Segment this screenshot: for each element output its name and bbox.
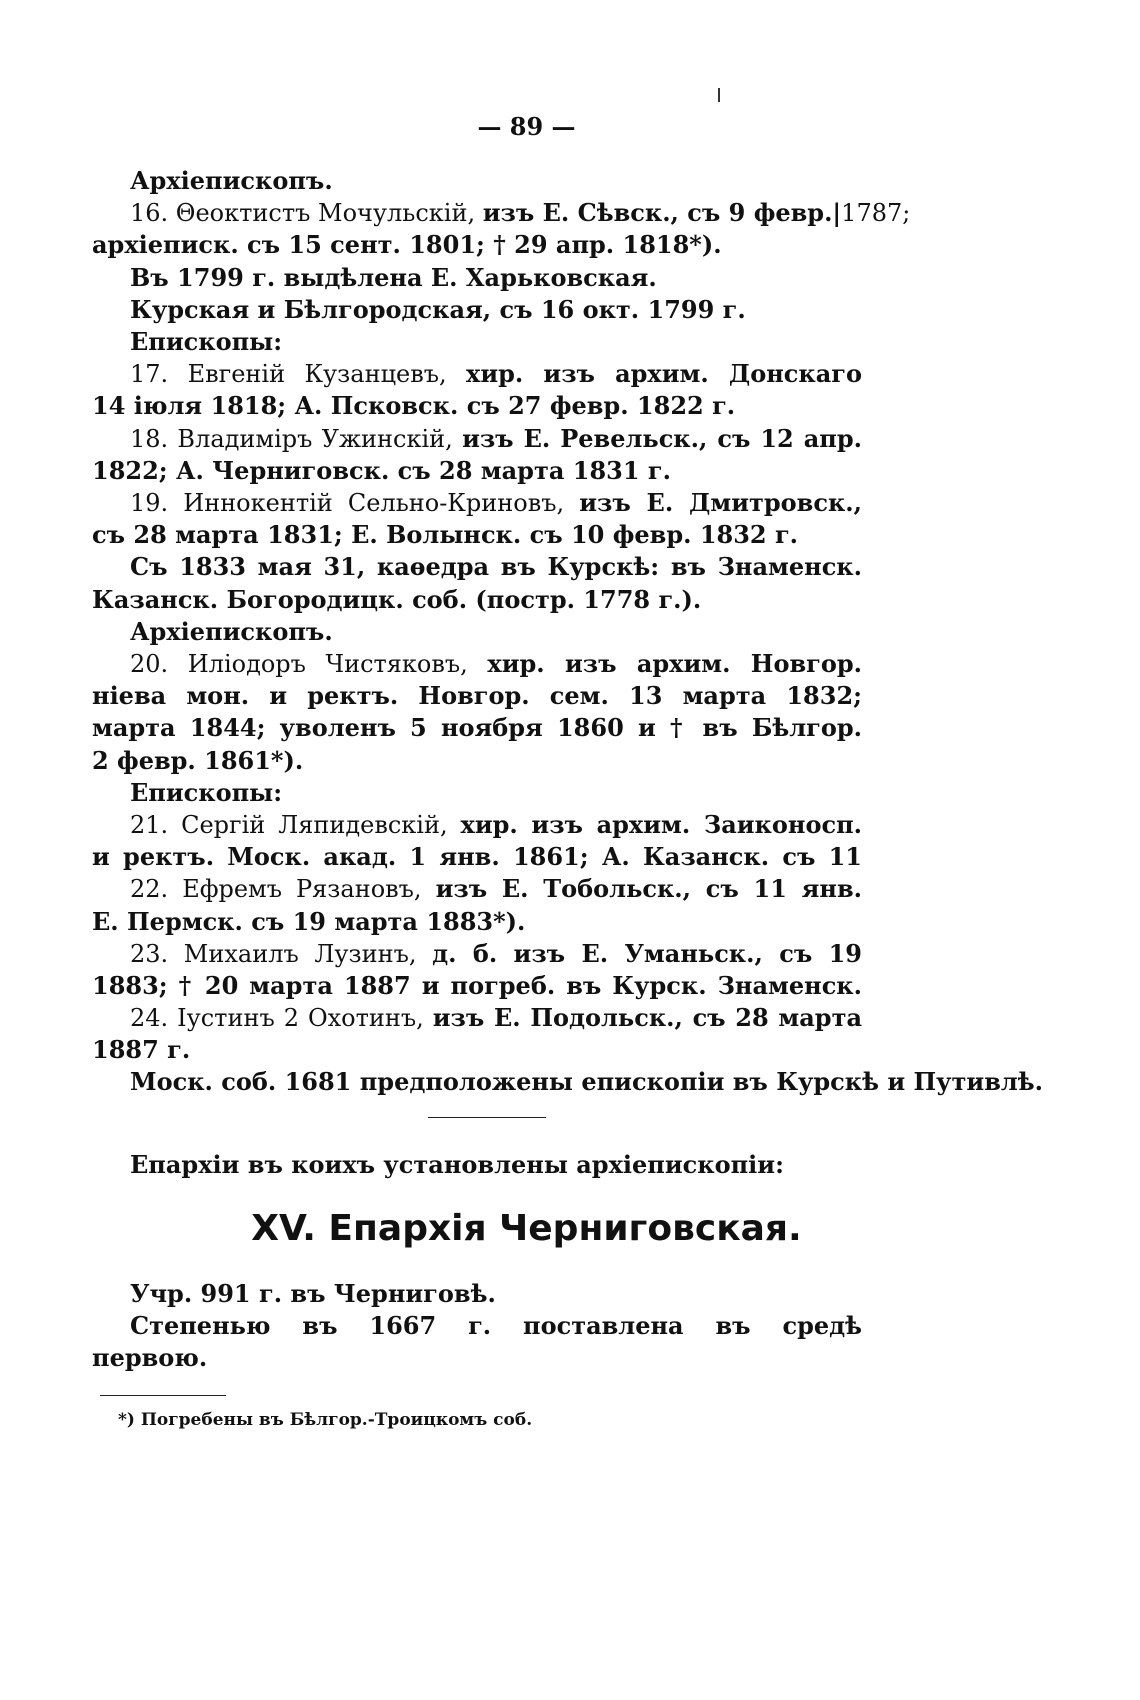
text-line [92,519,862,551]
text-run: ніева мон. и ректъ. Новгор. сем. 13 марта 1832; [92,681,862,711]
text-line [92,1342,862,1374]
text-run: 22. Ефремъ Рязановъ, [130,875,436,904]
text-run: архіеписк. съ 15 сент. 1801; † 29 апр. 1818*). [92,230,722,260]
text-run: изъ Е. Дмитровск., [579,488,862,517]
text-line [92,584,862,616]
text-run: 1883; † 20 марта 1887 и погреб. въ Курск. Знаменск. [92,970,862,1000]
text-line [92,1066,1044,1098]
text-run: 19. Иннокентій Сельно-Криновъ, [130,489,580,517]
text-run: марта 1844; уволенъ 5 ноября 1860 и † въ Бѣлгор. [92,713,862,743]
text-line [92,262,862,294]
text-line [92,423,862,455]
text-run: Е. Пермск. съ 19 марта 1883*). [92,906,526,936]
text-run: 24. Іустинъ 2 Охотинъ, [130,1004,433,1033]
text-line [92,551,862,583]
text-line [92,294,862,326]
footnote-rule [100,1395,226,1396]
text-run: 1822; А. Черниговск. съ 28 марта 1831 г. [92,455,671,485]
text-run: хир. изъ архим. Заиконосп. [460,809,862,839]
stray-print-mark [718,88,720,102]
text-line [92,326,862,358]
text-run: и ректъ. Моск. акад. 1 янв. 1861; А. Казанск. съ 11 [92,842,862,872]
text-run: 2 февр. 1861*). [92,745,304,775]
text-run: изъ Е. Подольск., съ 28 марта [432,1003,862,1033]
text-run: Θеоктистъ Мочульскій, [175,199,483,228]
text-run: д. б. изъ Е. Уманьск., съ 19 [432,938,862,968]
text-run: 21. Сергій Ляпидевскій, [130,810,461,839]
text-run: Епископы: [130,777,283,807]
text-line [92,648,862,680]
text-run: Степенью въ 1667 г. поставлена въ средѣ [130,1311,862,1341]
text-run: Архіепископъ. [130,616,333,646]
section-divider [428,1117,546,1118]
text-line [92,841,862,873]
text-line [92,1002,862,1034]
text-line [92,680,862,712]
text-run: Казанск. Богородицк. соб. (постр. 1778 г.). [92,584,702,614]
text-run: Моск. соб. 1681 предположены епископіи въ Курскѣ и Путивлѣ. [130,1067,1044,1097]
text-line [92,487,862,519]
text-run: 20. Иліодоръ Чистяковъ, [130,649,488,678]
text-run: хир. изъ архим. Донскаго [466,359,862,389]
text-line [92,455,862,487]
text-run: 17. Евгеній Кузанцевъ, [130,360,467,389]
text-line [92,970,862,1002]
text-run: изъ Е. Сѣвск., съ 9 февр.| [482,198,842,228]
text-line [92,712,862,744]
text-run: хир. изъ архим. Новгор. [487,648,862,678]
text-line [92,616,862,648]
text-line [92,390,862,422]
text-line [92,1310,862,1342]
text-run: Архіепископъ. [130,166,333,195]
text-run: Епископы: [130,327,283,357]
text-line [92,938,862,970]
text-run: 23. Михаилъ Лузинъ, [130,939,433,968]
text-line [92,197,911,229]
section-title: XV. Епархія Черниговская. [251,1208,802,1249]
text-line [92,777,862,809]
text-line [92,165,862,197]
text-run: съ 28 марта 1831; Е. Волынск. съ 10 февр. 1832 г. [92,520,799,550]
text-line [92,906,862,938]
page-number: — 89 — [477,112,576,141]
text-line [92,358,862,390]
text-run: 1887 г. [92,1035,191,1065]
text-run: Съ 1833 мая 31, каѳедра въ Курскѣ: въ Знаменск. [130,552,862,582]
text-run: 18. Владиміръ Ужинскій, [130,424,463,453]
text-run: первою. [92,1343,208,1373]
footnote: *) Погребены въ Бѣлгор.-Троицкомъ соб. [118,1410,533,1430]
text-run: 14 іюля 1818; А. Псковск. съ 27 февр. 1822 г. [92,391,736,421]
text-line [92,873,862,905]
text-run: Курская и Бѣлгородская, съ 16 окт. 1799 г. [130,294,746,324]
text-run: 1787; [841,199,911,228]
text-line [92,745,862,777]
subheading: Епархіи въ коихъ установлены архіепископіи: [130,1150,784,1179]
text-run: изъ Е. Тобольск., съ 11 янв. [435,874,862,904]
text-line [92,1034,862,1066]
text-line [92,229,862,261]
section-text [92,1278,862,1375]
text-run: 16. [130,199,176,228]
text-run: Учр. 991 г. въ Черниговѣ. [130,1279,496,1308]
text-line [92,1278,862,1310]
text-line [92,809,862,841]
main-text [92,165,1044,1099]
text-run: изъ Е. Ревельск., съ 12 апр. [462,423,862,453]
text-run: Въ 1799 г. выдѣлена Е. Харьковская. [130,262,657,292]
